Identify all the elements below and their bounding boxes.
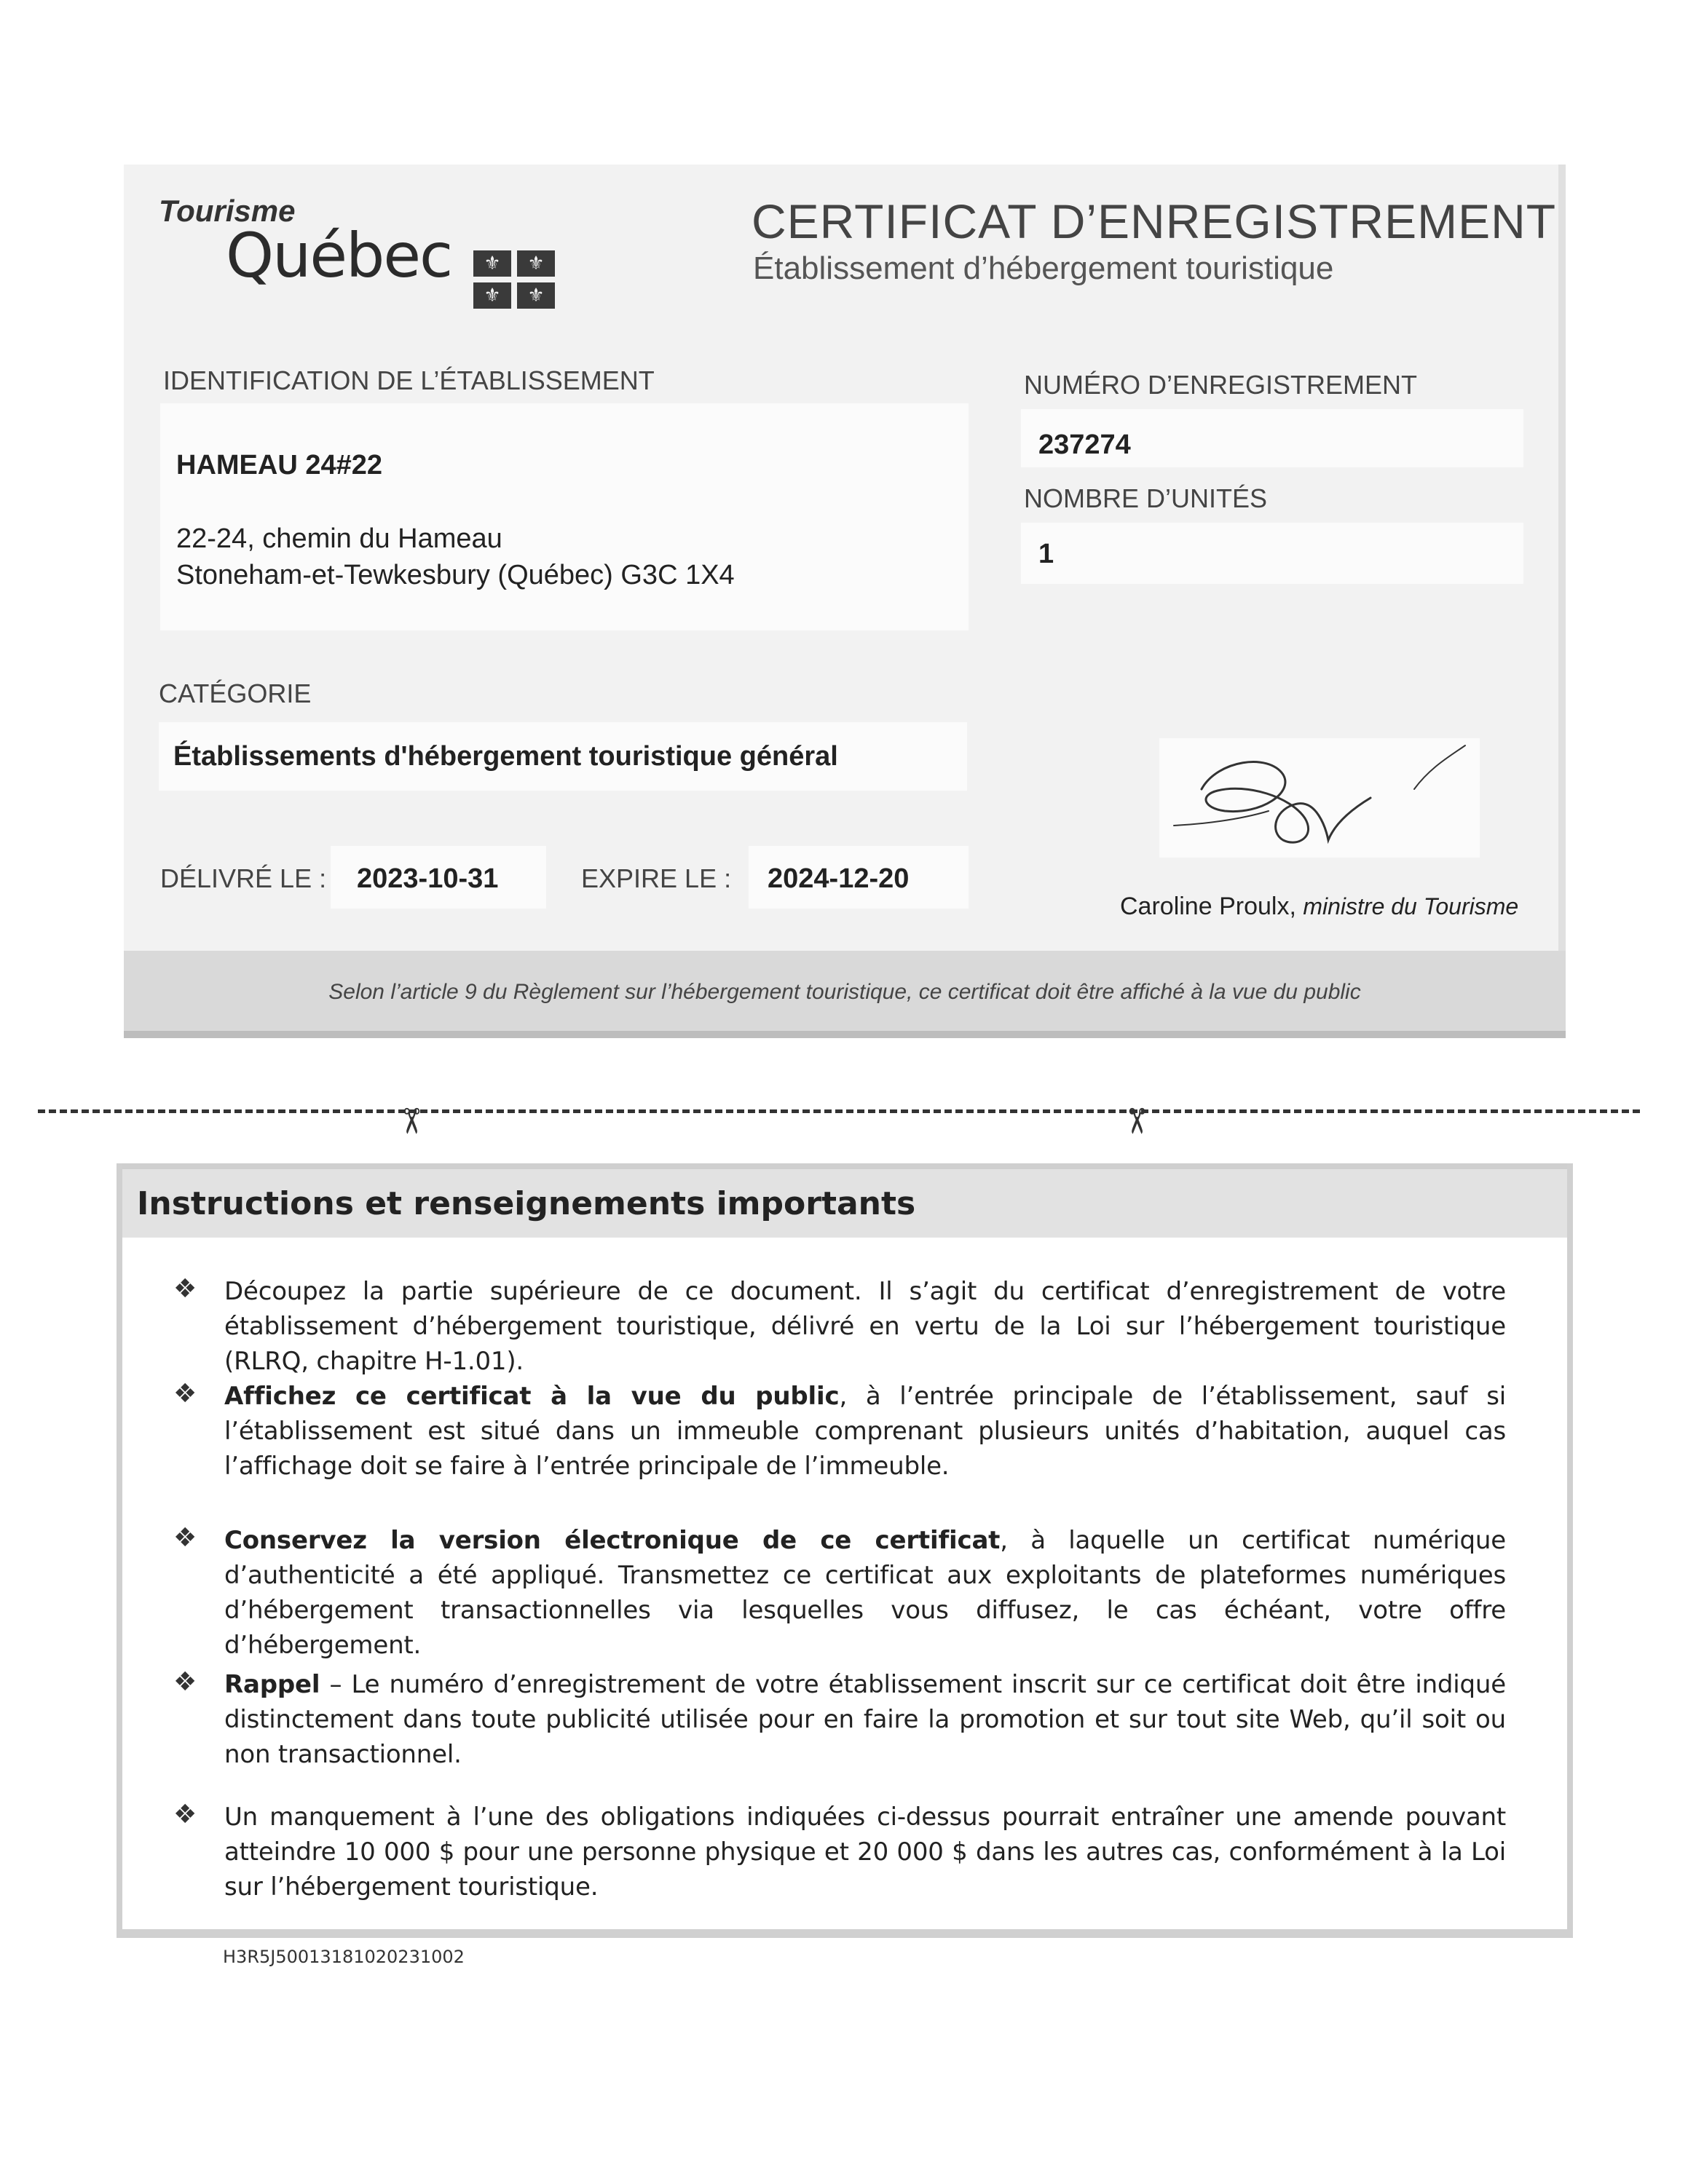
instruction-text: Découpez la partie supérieure de ce document. Il s’agit du certificat d’enregistrement de votre établissement d’hébergement touristique, délivré en vertu de la Loi sur l’hébergement touristique (RLRQ, chapitre H-1.01). [224, 1277, 1506, 1376]
instruction-item [173, 1800, 1506, 1904]
diamond-bullet-icon: ❖ [173, 1274, 197, 1304]
signatory-role: ministre du Tourisme [1303, 893, 1519, 919]
instruction-item [173, 1523, 1506, 1663]
issued-label: DÉLIVRÉ LE : [160, 863, 327, 893]
fleur-de-lis-icon: ⚜ [517, 250, 555, 277]
certificate-subtitle: Établissement d’hébergement touristique [753, 250, 1334, 286]
instruction-text: Affichez ce certificat à la vue du public, à l’entrée principale de l’établissement, sauf si l’établissement est situé dans un immeuble comprenant plusieurs unités d’habitation, auquel cas l’affichage doit se faire à l’entrée principale de l’immeuble. [224, 1382, 1506, 1481]
instruction-item [173, 1379, 1506, 1484]
logo-quebec-text: Québec [226, 220, 452, 291]
units-label: NOMBRE D’UNITÉS [1024, 483, 1268, 513]
address-line-1: 22-24, chemin du Hameau [176, 523, 502, 554]
units-value: 1 [1038, 539, 1054, 569]
address-line-2: Stoneham-et-Tewkesbury (Québec) G3C 1X4 [176, 560, 735, 590]
diamond-bullet-icon: ❖ [173, 1523, 197, 1553]
logo-tourisme-text: Tourisme [159, 194, 296, 228]
identification-box [160, 403, 969, 630]
fleur-de-lis-icon: ⚜ [473, 282, 511, 309]
expires-date: 2024-12-20 [768, 863, 910, 894]
registration-number-label: NUMÉRO D’ENREGISTREMENT [1024, 370, 1418, 400]
instruction-text: Rappel – Le numéro d’enregistrement de votre établissement inscrit sur ce certificat doit être indiqué distinctement dans toute publicité utilisée pour en faire la promotion et sur tout site Web, qu’il soit ou non transactionnel. [224, 1670, 1506, 1769]
instructions-panel [117, 1163, 1573, 1938]
certificate-panel [124, 165, 1566, 1038]
scissors-icon: ✂ [1116, 1106, 1157, 1136]
fleur-de-lis-icon: ⚜ [473, 250, 511, 277]
document-code: H3R5J50013181020231002 [223, 1947, 465, 1967]
signature-image [1159, 738, 1480, 858]
instruction-item [173, 1667, 1506, 1772]
units-box [1021, 523, 1523, 584]
instruction-item [173, 1274, 1506, 1379]
signatory [1120, 893, 1518, 921]
establishment-name: HAMEAU 24#22 [176, 450, 382, 480]
identification-label: IDENTIFICATION DE L’ÉTABLISSEMENT [163, 365, 655, 395]
expires-label: EXPIRE LE : [581, 863, 732, 893]
quebec-flag-icon [473, 250, 555, 309]
issued-date: 2023-10-31 [357, 863, 499, 894]
signatory-name: Caroline Proulx, [1120, 893, 1296, 920]
instruction-text: Un manquement à l’une des obligations indiquées ci-dessus pourrait entraîner une amende pouvant atteindre 10 000 $ pour une personne physique et 20 000 $ dans les autres cas, conformément à la Loi sur l’hébergement touristique. [224, 1803, 1506, 1902]
diamond-bullet-icon: ❖ [173, 1667, 197, 1697]
fleur-de-lis-icon: ⚜ [517, 282, 555, 309]
category-value: Établissements d'hébergement touristique général [173, 741, 838, 772]
registration-number: 237274 [1038, 430, 1131, 460]
category-label: CATÉGORIE [159, 678, 312, 708]
scissors-icon: ✂ [390, 1106, 432, 1136]
signature-box [1159, 738, 1480, 858]
diamond-bullet-icon: ❖ [173, 1800, 197, 1829]
instructions-title: Instructions et renseignements importants [137, 1185, 916, 1222]
display-notice: Selon l’article 9 du Règlement sur l’hébergement touristique, ce certificat doit être affiché à la vue du public [328, 980, 1361, 1004]
instructions-header [122, 1163, 1567, 1238]
instruction-text: Conservez la version électronique de ce certificat, à laquelle un certificat numérique d’authenticité a été appliqué. Transmettez ce certificat aux exploitants de plateformes numériques d’hébergement transactionnelles via lesquelles vous diffusez, le cas échéant, votre offre d’hébergement. [224, 1526, 1506, 1660]
diamond-bullet-icon: ❖ [173, 1379, 197, 1409]
certificate-title: CERTIFICAT D’ENREGISTREMENT [752, 194, 1557, 248]
cut-line [38, 1109, 1640, 1113]
tourisme-quebec-logo [159, 194, 567, 306]
